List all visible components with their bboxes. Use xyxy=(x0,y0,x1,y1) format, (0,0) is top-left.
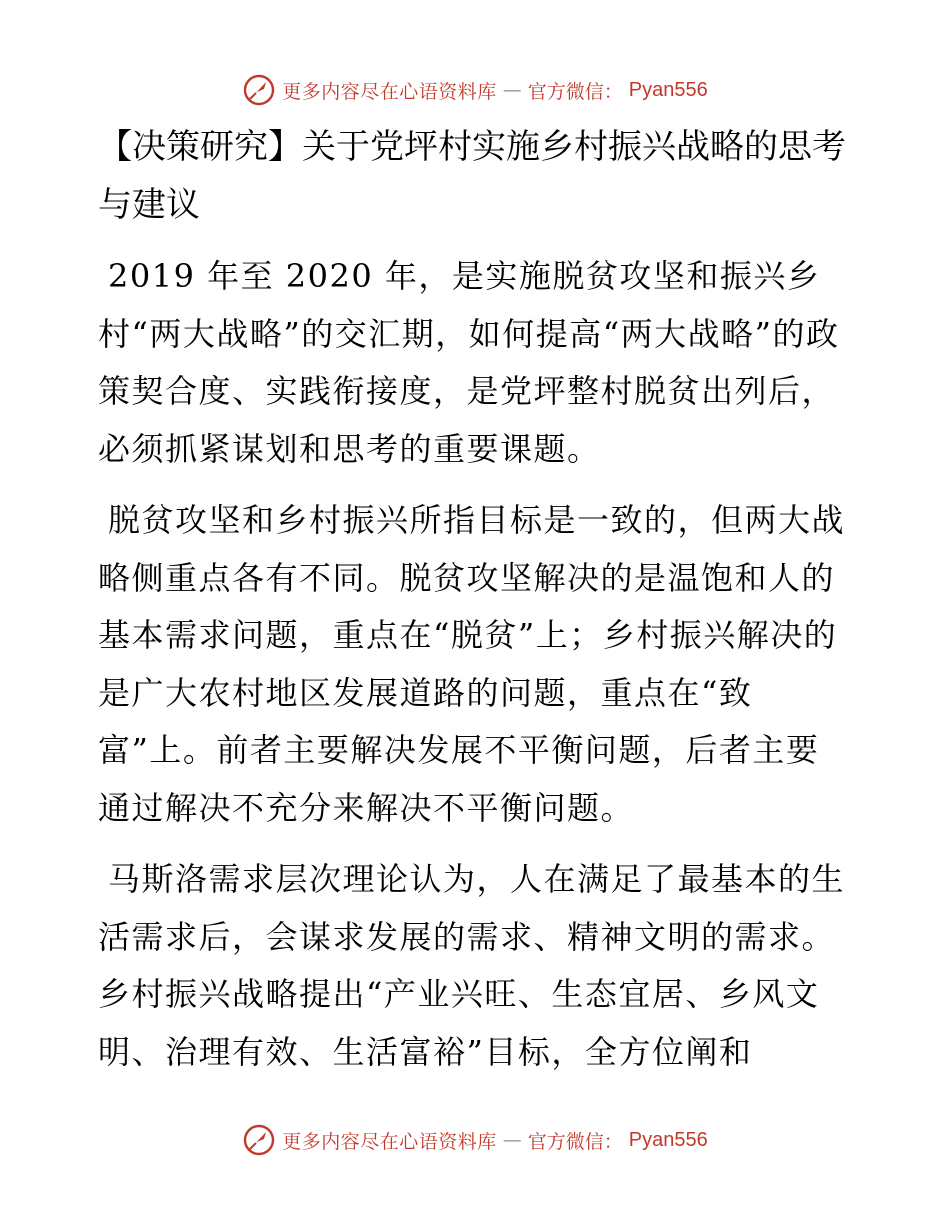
paragraph-1: 2019 年至 2020 年，是实施脱贫攻坚和振兴乡村“两大战略”的交汇期，如何提高“两大战略”的政策契合度、实践衔接度，是党坪整村脱贫出列后，必须抓紧谋划和思考的重要课题。 xyxy=(98,257,840,468)
feather-pen-logo-icon xyxy=(242,73,276,107)
watermark-official-label: 官方微信： xyxy=(527,80,623,103)
header-watermark xyxy=(0,70,950,110)
footer-watermark xyxy=(0,1120,950,1160)
watermark-wechat-id: Pyan556 xyxy=(628,78,708,101)
watermark-site-text: 更多内容尽在心语资料库 xyxy=(282,1130,497,1153)
paragraph-2: 脱贫攻坚和乡村振兴所指目标是一致的，但两大战略侧重点各有不同。脱贫攻坚解决的是温饱和人的基本需求问题，重点在“脱贫”上；乡村振兴解决的是广大农村地区发展道路的问题，重点在“致富”上。前者主要解决发展不平衡问题，后者主要通过解决不充分来解决不平衡问题。 xyxy=(98,501,846,827)
paragraph-3: 马斯洛需求层次理论认为，人在满足了最基本的生活需求后，会谋求发展的需求、精神文明的需求。乡村振兴战略提出“产业兴旺、生态宜居、乡风文明、治理有效、生活富裕”目标，全方位阐和 xyxy=(98,860,846,1071)
document-title: 【决策研究】关于党坪村实施乡村振兴战略的思考与建议 xyxy=(98,127,846,225)
watermark-separator: — xyxy=(502,1129,522,1151)
watermark-site-text: 更多内容尽在心语资料库 xyxy=(282,80,497,103)
watermark-wechat-id: Pyan556 xyxy=(628,1128,708,1151)
document-body xyxy=(98,118,850,1095)
feather-pen-logo-icon xyxy=(242,1123,276,1157)
watermark-separator: — xyxy=(502,79,522,101)
watermark-official-label: 官方微信： xyxy=(527,1130,623,1153)
